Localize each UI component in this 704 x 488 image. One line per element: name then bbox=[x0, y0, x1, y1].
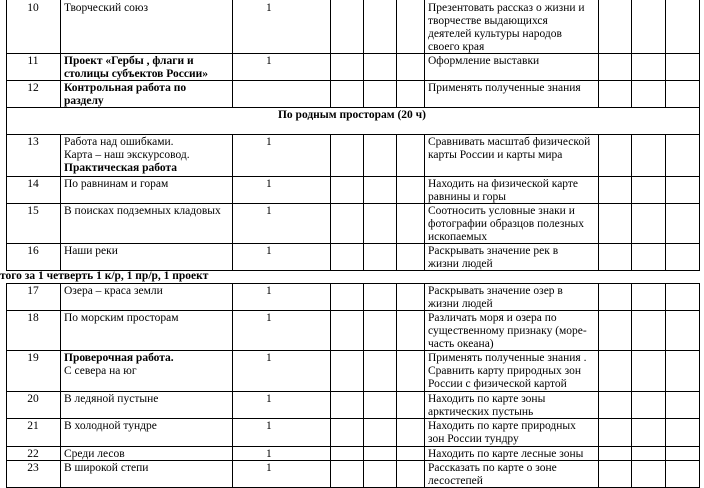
column-border bbox=[699, 176, 700, 204]
column-border bbox=[598, 418, 599, 447]
column-border bbox=[424, 203, 425, 244]
activity-text: Находить на физической карте bbox=[428, 178, 579, 190]
topic-title: Проверочная работа. bbox=[64, 352, 174, 364]
column-border bbox=[631, 80, 632, 108]
column-border bbox=[665, 310, 666, 351]
column-border bbox=[699, 446, 700, 461]
column-border bbox=[330, 283, 331, 311]
activity-text: зон России тундру bbox=[428, 433, 519, 445]
column-border bbox=[396, 80, 397, 108]
column-border bbox=[232, 134, 233, 177]
column-border bbox=[363, 203, 364, 244]
activity-text: Различать моря и озера по bbox=[428, 312, 557, 324]
column-border bbox=[424, 80, 425, 108]
activity-text: арктических пустынь bbox=[428, 406, 534, 418]
column-border bbox=[631, 203, 632, 244]
column-border bbox=[665, 53, 666, 81]
topic-title: разделу bbox=[64, 95, 104, 107]
activity-text: своего края bbox=[428, 41, 485, 53]
topic-title: В ледяной пустыне bbox=[64, 393, 159, 405]
row-border bbox=[6, 80, 700, 81]
column-border bbox=[424, 176, 425, 204]
activity-text: карты России и карты мира bbox=[428, 149, 563, 161]
column-border bbox=[631, 53, 632, 81]
topic-title: Контрольная работа по bbox=[64, 82, 187, 94]
column-border bbox=[598, 350, 599, 392]
activity-text: Применять полученные знания bbox=[428, 82, 581, 94]
column-border bbox=[424, 243, 425, 271]
row-border bbox=[6, 107, 700, 108]
topic-title: Практическая работа bbox=[64, 162, 178, 174]
column-border bbox=[363, 283, 364, 311]
column-border bbox=[232, 350, 233, 392]
row-number: 21 bbox=[27, 420, 39, 432]
column-border bbox=[363, 350, 364, 392]
column-border bbox=[363, 446, 364, 461]
column-border bbox=[396, 134, 397, 177]
column-border bbox=[330, 203, 331, 244]
row-border bbox=[6, 391, 700, 392]
activity-text: творчестве выдающихся bbox=[428, 15, 548, 27]
column-border bbox=[330, 460, 331, 488]
topic-title: столицы субъектов России» bbox=[64, 68, 208, 80]
row-border bbox=[6, 460, 700, 461]
column-border bbox=[330, 134, 331, 177]
column-border bbox=[363, 418, 364, 447]
column-border bbox=[363, 460, 364, 488]
hours-count: 1 bbox=[266, 2, 272, 14]
column-border bbox=[699, 53, 700, 81]
hours-count: 1 bbox=[266, 393, 272, 405]
column-border bbox=[699, 310, 700, 351]
topic-title: Наши реки bbox=[64, 245, 118, 257]
activity-text: равнины и горы bbox=[428, 191, 507, 203]
row-border bbox=[6, 134, 700, 135]
row-number: 23 bbox=[27, 462, 39, 474]
column-border bbox=[699, 203, 700, 244]
row-number: 15 bbox=[27, 205, 39, 217]
row-number: 10 bbox=[27, 2, 39, 14]
hours-count: 1 bbox=[266, 55, 272, 67]
column-border bbox=[363, 243, 364, 271]
column-border bbox=[396, 53, 397, 81]
column-border bbox=[699, 80, 700, 108]
column-border bbox=[396, 446, 397, 461]
hours-count: 1 bbox=[266, 420, 272, 432]
activity-text: Оформление выставки bbox=[428, 55, 540, 67]
row-border bbox=[6, 203, 700, 204]
column-border bbox=[598, 80, 599, 108]
column-border bbox=[424, 446, 425, 461]
activity-text: существенному признаку (море- bbox=[428, 325, 587, 337]
column-border bbox=[232, 446, 233, 461]
activity-text: Соотносить условные знаки и bbox=[428, 205, 575, 217]
activity-text: Находить по карте природных bbox=[428, 420, 576, 432]
column-border bbox=[396, 418, 397, 447]
column-border bbox=[665, 203, 666, 244]
column-border bbox=[665, 283, 666, 311]
column-border bbox=[598, 446, 599, 461]
hours-count: 1 bbox=[266, 312, 272, 324]
activity-text: деятелей культуры народов bbox=[428, 28, 562, 40]
column-border bbox=[330, 350, 331, 392]
column-border bbox=[598, 53, 599, 81]
column-border bbox=[60, 283, 61, 311]
column-border bbox=[330, 391, 331, 419]
column-border bbox=[396, 310, 397, 351]
column-border bbox=[396, 350, 397, 392]
column-border bbox=[232, 53, 233, 81]
hours-count: 1 bbox=[266, 462, 272, 474]
hours-count: 1 bbox=[266, 448, 272, 460]
column-border bbox=[598, 310, 599, 351]
column-border bbox=[60, 310, 61, 351]
column-border bbox=[396, 176, 397, 204]
column-border bbox=[396, 283, 397, 311]
column-border bbox=[424, 418, 425, 447]
topic-title: Работа над ошибками. bbox=[64, 136, 174, 148]
column-border bbox=[631, 391, 632, 419]
column-border bbox=[424, 391, 425, 419]
row-border bbox=[6, 310, 700, 311]
hours-count: 1 bbox=[266, 178, 272, 190]
column-border bbox=[60, 460, 61, 488]
row-border bbox=[6, 53, 700, 54]
activity-text: Находить по карте лесные зоны bbox=[428, 448, 584, 460]
column-border bbox=[665, 350, 666, 392]
column-border bbox=[232, 418, 233, 447]
column-border bbox=[330, 176, 331, 204]
column-border bbox=[330, 80, 331, 108]
column-border bbox=[598, 243, 599, 271]
topic-title: В поисках подземных кладовых bbox=[64, 205, 221, 217]
column-border bbox=[396, 0, 397, 54]
column-border bbox=[699, 418, 700, 447]
hours-count: 1 bbox=[266, 352, 272, 364]
column-border bbox=[424, 460, 425, 488]
column-border bbox=[699, 283, 700, 311]
column-border bbox=[424, 350, 425, 392]
column-border bbox=[60, 176, 61, 204]
column-border bbox=[60, 350, 61, 392]
activity-text: ископаемых bbox=[428, 231, 488, 243]
column-border bbox=[631, 418, 632, 447]
column-border bbox=[699, 460, 700, 488]
column-border bbox=[631, 446, 632, 461]
topic-title: По морским просторам bbox=[64, 312, 179, 324]
column-border bbox=[665, 0, 666, 54]
column-border bbox=[631, 283, 632, 311]
row-number: 22 bbox=[27, 448, 39, 460]
row-border bbox=[6, 176, 700, 177]
column-border bbox=[598, 391, 599, 419]
column-border bbox=[363, 53, 364, 81]
column-border bbox=[699, 134, 700, 177]
column-border bbox=[363, 310, 364, 351]
column-border bbox=[330, 310, 331, 351]
topic-title: В холодной тундре bbox=[64, 420, 157, 432]
activity-text: Сравнить карту природных зон bbox=[428, 365, 581, 377]
hours-count: 1 bbox=[266, 205, 272, 217]
column-border bbox=[699, 391, 700, 419]
column-border bbox=[424, 0, 425, 54]
column-border bbox=[396, 391, 397, 419]
column-border bbox=[232, 80, 233, 108]
column-border bbox=[60, 80, 61, 108]
column-border bbox=[363, 80, 364, 108]
column-border bbox=[424, 283, 425, 311]
column-border bbox=[232, 391, 233, 419]
column-border bbox=[396, 203, 397, 244]
activity-text: Применять полученные знания . bbox=[428, 352, 587, 364]
column-border bbox=[330, 446, 331, 461]
column-border bbox=[631, 134, 632, 177]
column-border bbox=[60, 53, 61, 81]
row-border bbox=[6, 350, 700, 351]
row-number: 20 bbox=[27, 393, 39, 405]
column-border bbox=[631, 460, 632, 488]
row-border bbox=[6, 418, 700, 419]
column-border bbox=[396, 243, 397, 271]
topic-title: Озера – краса земли bbox=[64, 285, 163, 297]
activity-text: часть океана) bbox=[428, 338, 494, 350]
activity-text: Находить по карте зоны bbox=[428, 393, 546, 405]
activity-text: Презентовать рассказ о жизни и bbox=[428, 2, 585, 14]
column-border bbox=[631, 0, 632, 54]
activity-text: Сравнивать масштаб физической bbox=[428, 136, 591, 148]
column-border bbox=[665, 134, 666, 177]
column-border bbox=[598, 460, 599, 488]
column-border bbox=[330, 0, 331, 54]
row-number: 18 bbox=[27, 312, 39, 324]
column-border bbox=[232, 310, 233, 351]
column-border bbox=[631, 243, 632, 271]
column-border bbox=[631, 176, 632, 204]
column-border bbox=[665, 418, 666, 447]
column-border bbox=[363, 134, 364, 177]
column-border bbox=[60, 418, 61, 447]
column-border bbox=[424, 134, 425, 177]
activity-text: России с физической картой bbox=[428, 378, 567, 390]
row-number: 12 bbox=[27, 82, 39, 94]
topic-title: С севера на юг bbox=[64, 365, 137, 377]
column-border bbox=[631, 350, 632, 392]
topic-title: По равнинам и горам bbox=[64, 178, 169, 190]
topic-title: В широкой степи bbox=[64, 462, 149, 474]
activity-text: фотографии образцов полезных bbox=[428, 218, 584, 230]
column-border bbox=[363, 176, 364, 204]
column-border bbox=[665, 176, 666, 204]
column-border bbox=[665, 243, 666, 271]
row-number: 11 bbox=[27, 55, 39, 67]
column-border bbox=[665, 446, 666, 461]
activity-text: Раскрывать значение рек в bbox=[428, 245, 559, 257]
hours-count: 1 bbox=[266, 285, 272, 297]
activity-text: Рассказать по карте о зоне bbox=[428, 462, 557, 474]
row-number: 14 bbox=[27, 178, 39, 190]
column-border bbox=[699, 243, 700, 271]
topic-title: Проект «Гербы , флаги и bbox=[64, 55, 194, 67]
column-border bbox=[665, 391, 666, 419]
column-border bbox=[60, 203, 61, 244]
hours-count: 1 bbox=[266, 245, 272, 257]
activity-text: жизни людей bbox=[428, 258, 493, 270]
hours-count: 1 bbox=[266, 136, 272, 148]
column-border bbox=[232, 0, 233, 54]
column-border bbox=[60, 243, 61, 271]
topic-title: Карта – наш экскурсовод. bbox=[64, 149, 190, 161]
column-border bbox=[598, 283, 599, 311]
topic-title: Творческий союз bbox=[64, 2, 149, 14]
row-border bbox=[6, 243, 700, 244]
column-border bbox=[60, 134, 61, 177]
column-border bbox=[424, 53, 425, 81]
activity-text: лесостепей bbox=[428, 475, 483, 487]
column-border bbox=[232, 176, 233, 204]
column-border bbox=[232, 243, 233, 271]
row-border bbox=[6, 446, 700, 447]
column-border bbox=[598, 203, 599, 244]
column-border bbox=[330, 418, 331, 447]
column-border bbox=[665, 80, 666, 108]
column-border bbox=[232, 283, 233, 311]
row-number: 17 bbox=[27, 285, 39, 297]
row-number: 13 bbox=[27, 136, 39, 148]
row-number: 16 bbox=[27, 245, 39, 257]
activity-text: жизни людей bbox=[428, 298, 493, 310]
section-title: По родным просторам (20 ч) bbox=[277, 109, 426, 121]
column-border bbox=[232, 203, 233, 244]
column-border bbox=[330, 53, 331, 81]
column-border bbox=[396, 460, 397, 488]
topic-title: Среди лесов bbox=[64, 448, 125, 460]
column-border bbox=[699, 350, 700, 392]
column-border bbox=[598, 0, 599, 54]
column-border bbox=[60, 446, 61, 461]
activity-text: Раскрывать значение озер в bbox=[428, 285, 563, 297]
row-number: 19 bbox=[27, 352, 39, 364]
quarter-summary: того за 1 четверть 1 к/р, 1 пр/р, 1 проект bbox=[0, 270, 209, 282]
column-border bbox=[598, 176, 599, 204]
column-border bbox=[363, 391, 364, 419]
column-border bbox=[598, 134, 599, 177]
column-border bbox=[424, 310, 425, 351]
column-border bbox=[699, 0, 700, 54]
column-border bbox=[60, 0, 61, 54]
column-border bbox=[363, 0, 364, 54]
column-border bbox=[60, 391, 61, 419]
column-border bbox=[232, 460, 233, 488]
column-border bbox=[665, 460, 666, 488]
column-border bbox=[631, 310, 632, 351]
column-border bbox=[330, 243, 331, 271]
row-border bbox=[6, 283, 700, 284]
